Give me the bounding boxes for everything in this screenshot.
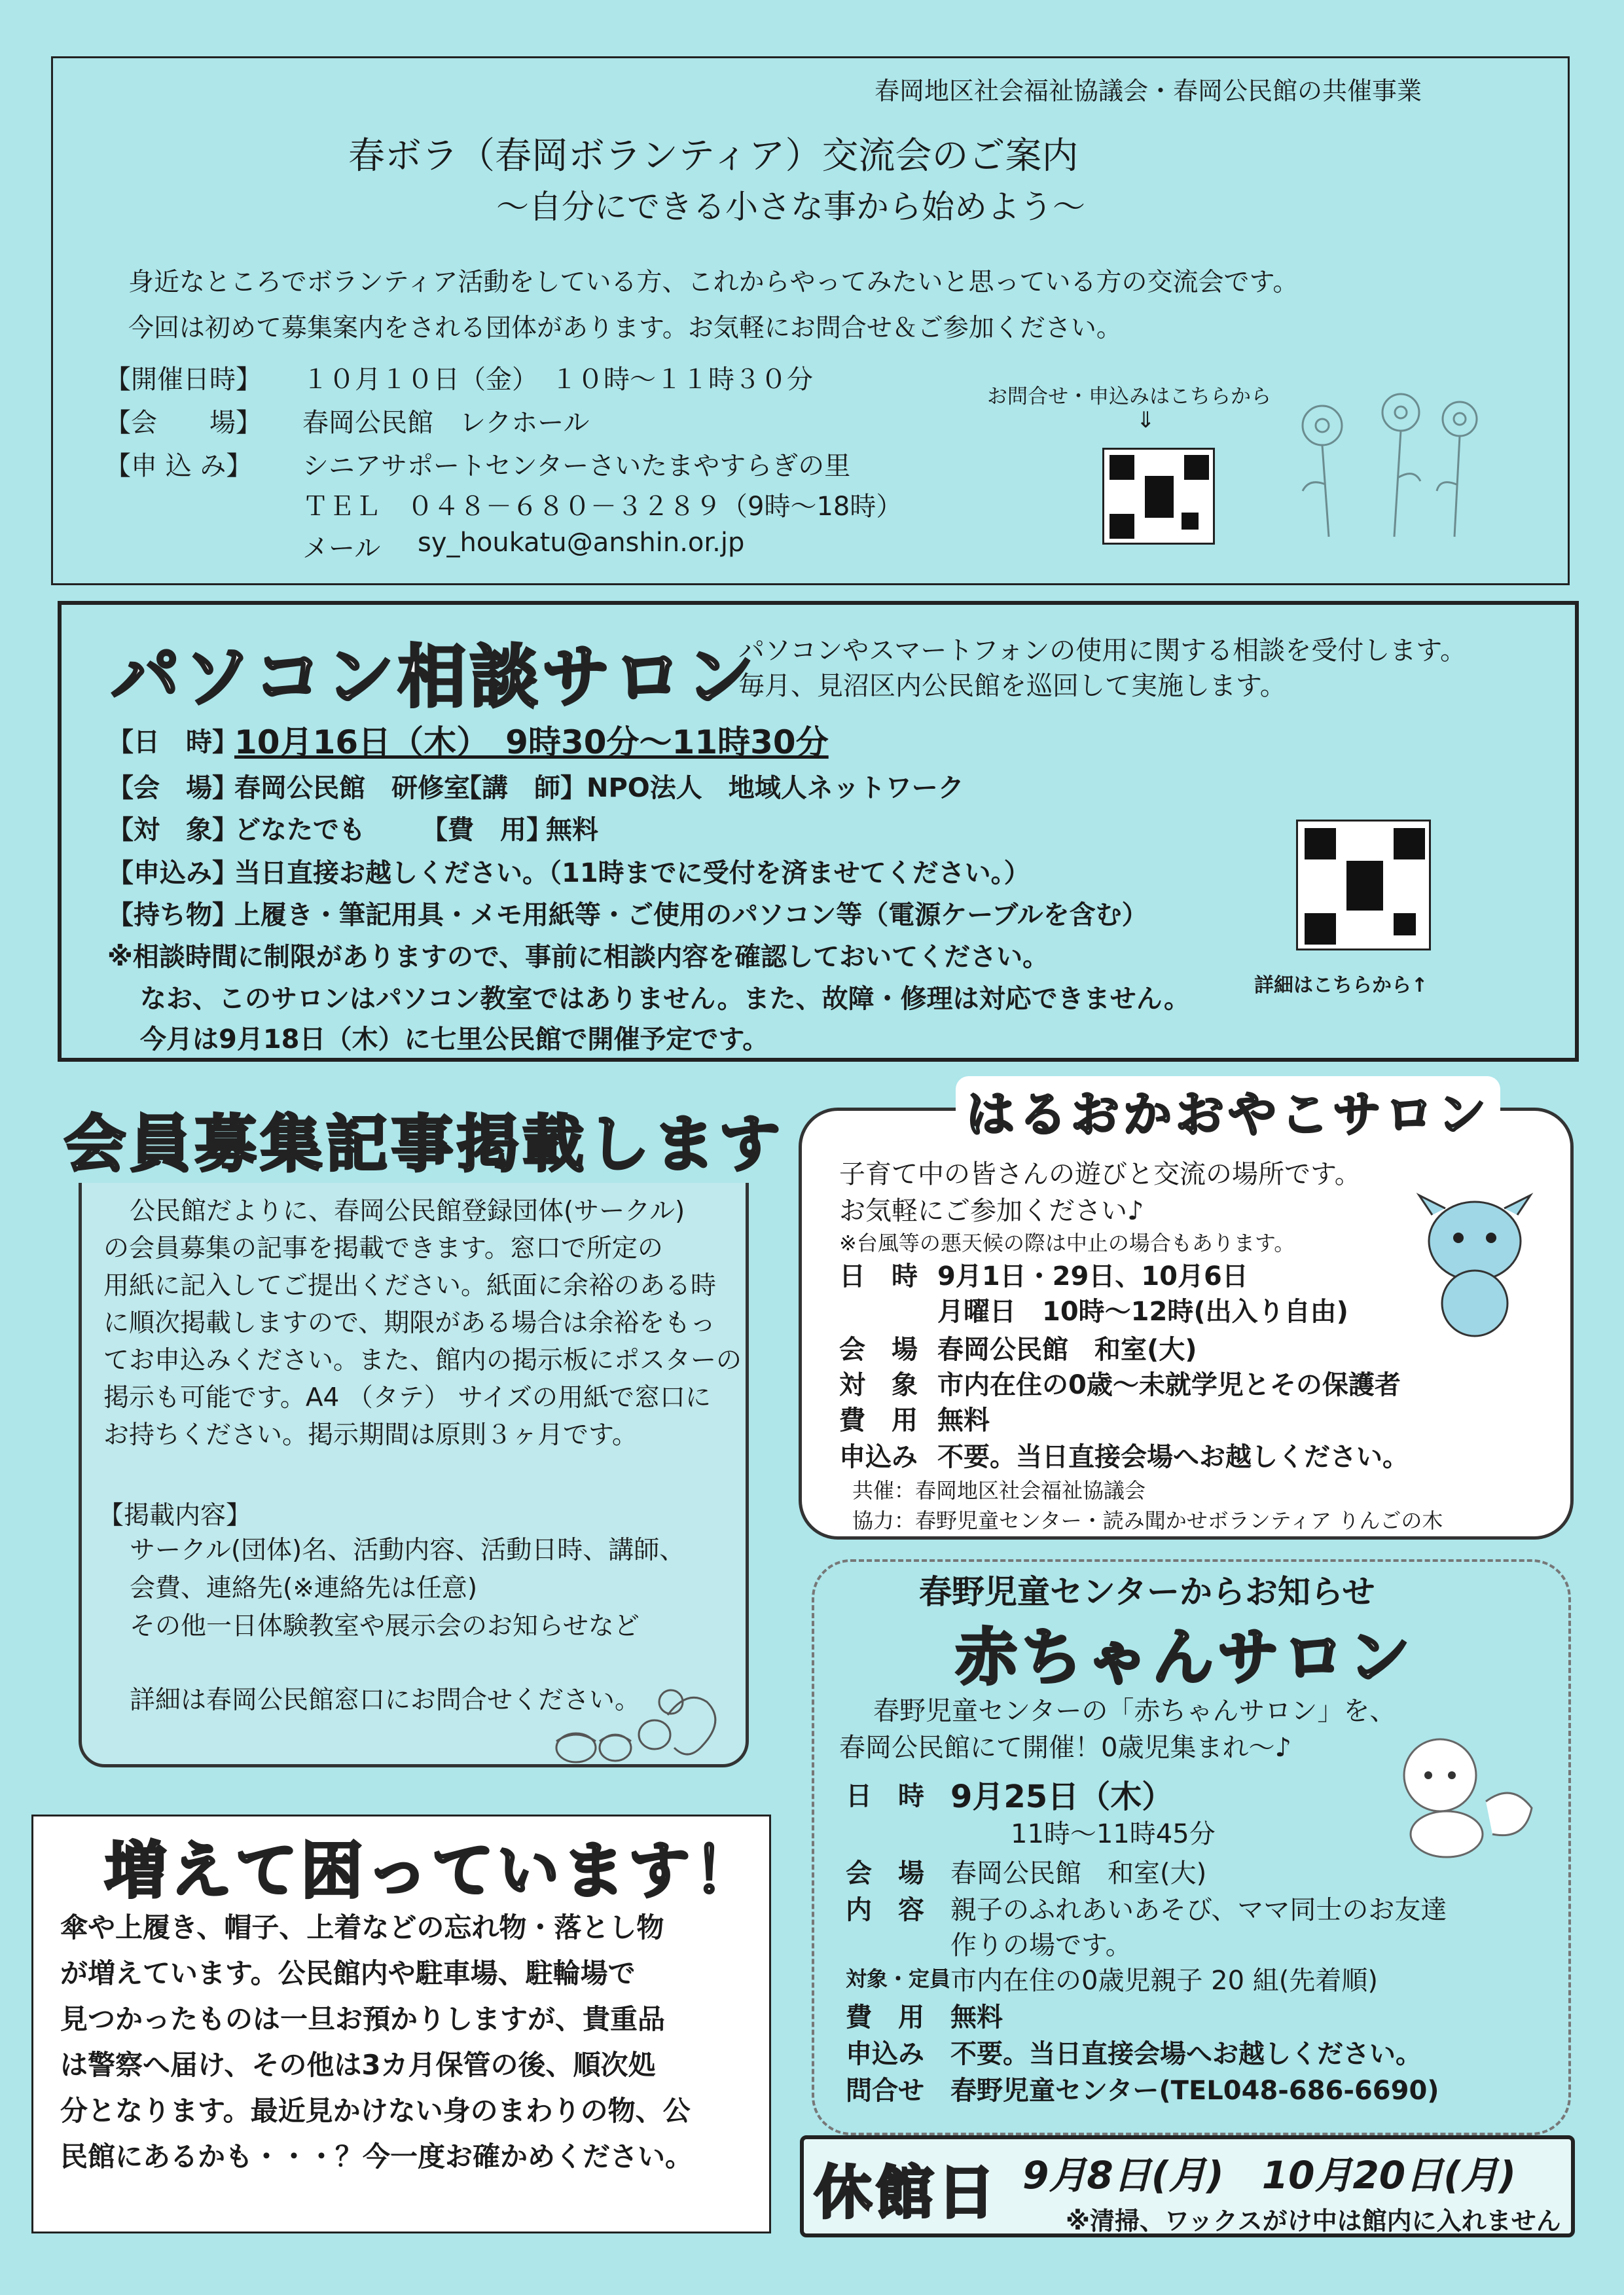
oyako-label-date: 日 時 — [839, 1261, 918, 1292]
pc-target: どなたでも — [234, 815, 365, 845]
baby-date-2: 11時～11時45分 — [1011, 1819, 1216, 1849]
flower-illustration — [1283, 386, 1492, 543]
pc-label-target: 【対 象】 — [107, 815, 238, 845]
baby-label-fee: 費 用 — [846, 2002, 924, 2033]
baby-fee: 無料 — [950, 2002, 1003, 2033]
pc-salon-title: パソコン相談サロン — [111, 637, 758, 717]
recruit-line-1: 公民館だよりに、春岡公民館登録団体(サークル) — [130, 1197, 685, 1226]
recruit-line-7: お持ちください。掲示期間は原則３ヶ月です。 — [103, 1420, 638, 1450]
closed-days-dates: 9月8日(月) 10月20日(月) — [1022, 2153, 1517, 2197]
baby-content-2: 作りの場です。 — [950, 1930, 1132, 1961]
lost-line-2: が増えています。公民館内や駐車場、駐輪場で — [60, 1957, 636, 1989]
pc-label-lecturer: 【講 師】 — [456, 773, 586, 803]
lost-line-3: 見つかったものは一旦お預かりしますが、貴重品 — [60, 2003, 666, 2035]
cohost-line: 春岡地区社会福祉協議会・春岡公民館の共催事業 — [875, 77, 1422, 105]
baby-label-date: 日 時 — [846, 1781, 924, 1811]
pc-label-date: 【日 時】 — [107, 727, 238, 757]
baby-salon-title: 赤ちゃんサロン — [956, 1622, 1415, 1693]
pc-bring: 上履き・筆記用具・メモ用紙等・ご使用のパソコン等（電源ケーブルを含む） — [234, 900, 1148, 930]
apply-tel: ＴＥＬ ０４８－６８０－３２８９（9時～18時） — [302, 492, 903, 522]
lost-items-body — [60, 1905, 693, 2180]
content-line-2: 会費、連絡先(※連絡先は任意) — [130, 1574, 478, 1603]
baby-date-1: 9月25日（木） — [950, 1779, 1174, 1815]
label-date: 【開催日時】 — [105, 365, 262, 395]
content-list — [130, 1532, 685, 1646]
baby-intro-2: 春岡公民館にて開催！0歳児集まれ～♪ — [839, 1733, 1291, 1763]
pc-fee: 無料 — [546, 815, 598, 845]
oyako-intro-1: 子育て中の皆さんの遊びと交流の場所です。 — [839, 1159, 1361, 1189]
baby-contact: 春野児童センター(TEL048-686-6690) — [950, 2076, 1439, 2106]
pc-lecturer: NPO法人 地域人ネットワーク — [586, 773, 964, 803]
member-recruit-body — [103, 1193, 742, 1454]
oyako-label-target: 対 象 — [839, 1370, 918, 1400]
baby-venue: 春岡公民館 和室(大) — [950, 1858, 1207, 1888]
pc-note-3: 今月は9月18日（木）に七里公民館で開催予定です。 — [140, 1024, 769, 1055]
lost-items-title: 増えて困っています！ — [105, 1835, 760, 1907]
recruit-line-4: に順次掲載しますので、期限がある場合は余裕をもっ — [103, 1309, 716, 1338]
oyako-date-2: 月曜日 10時～12時(出入り自由) — [937, 1297, 1348, 1327]
pc-venue: 春岡公民館 研修室 — [234, 773, 470, 803]
baby-label-apply: 申込み — [846, 2039, 924, 2069]
baby-intro-1: 春野児童センターの「赤ちゃんサロン」を、 — [873, 1696, 1396, 1726]
recruit-line-3: 用紙に記入してご提出ください。紙面に余裕のある時 — [103, 1271, 717, 1301]
recruit-line-6: 掲示も可能です。A4 （タテ） サイズの用紙で窓口に — [103, 1383, 712, 1413]
oyako-venue: 春岡公民館 和室(大) — [937, 1335, 1197, 1365]
closed-days-label: 休館日 — [814, 2159, 1000, 2226]
lost-line-4: は警察へ届け、その他は3カ月保管の後、順次処 — [60, 2049, 656, 2081]
pc-qr-caption: 詳細はこちらから↑ — [1254, 974, 1428, 997]
pc-label-bring: 【持ち物】 — [107, 900, 238, 930]
label-venue: 【会 場】 — [105, 408, 262, 438]
baby-label-contact: 問合せ — [846, 2076, 924, 2106]
squirrel-acorn-illustration — [537, 1676, 733, 1774]
recruit-line-5: てお申込みください。また、館内の掲示板にポスターの — [103, 1346, 742, 1375]
baby-label-target: 対象・定員 — [846, 1966, 951, 1991]
qr-caption-1: お問合せ・申込みはこちらから — [987, 385, 1271, 408]
mail-address[interactable]: sy_houkatu@anshin.or.jp — [418, 528, 745, 558]
oyako-apply: 不要。当日直接会場へお越しください。 — [937, 1442, 1409, 1472]
apply-org: シニアサポートセンターさいたまやすらぎの里 — [302, 451, 851, 481]
recruit-footer: 詳細は春岡公民館窓口にお問合せください。 — [130, 1686, 641, 1715]
oyako-date-1: 9月1日・29日、10月6日 — [937, 1261, 1248, 1292]
baby-content-1: 親子のふれあいあそび、ママ同士のお友達 — [950, 1895, 1447, 1925]
haru-bora-desc-2: 今回は初めて募集案内をされる団体があります。お気軽にお問合せ＆ご参加ください。 — [128, 314, 1122, 343]
haru-bora-desc-1: 身近なところでボランティア活動をしている方、これからやってみたいと思っている方の交流会です。 — [128, 268, 1299, 297]
pc-label-venue: 【会 場】 — [107, 773, 238, 803]
down-arrow-icon: ⇓ — [1136, 407, 1155, 433]
baby-illustration — [1388, 1729, 1538, 1860]
member-recruit-title: 会員募集記事掲載します — [58, 1094, 791, 1183]
baby-salon-header: 春野児童センターからお知らせ — [919, 1573, 1375, 1611]
oyako-note: ※台風等の悪天候の際は中止の場合もあります。 — [839, 1231, 1295, 1256]
qr-code-1[interactable] — [1102, 448, 1215, 545]
pc-apply: 当日直接お越しください。（11時までに受付を済ませてください。） — [234, 858, 1030, 888]
oyako-label-fee: 費 用 — [839, 1405, 918, 1436]
pc-label-apply: 【申込み】 — [107, 858, 238, 888]
oyako-coop: 協力：春野児童センター・読み聞かせボランティア りんごの木 — [852, 1508, 1443, 1533]
closed-days-note: ※清掃、ワックスがけ中は館内に入れません — [1066, 2207, 1561, 2235]
content-label: 【掲載内容】 — [98, 1501, 252, 1530]
baby-label-content: 内 容 — [846, 1895, 924, 1925]
oyako-label-venue: 会 場 — [839, 1335, 918, 1365]
recruit-line-2: の会員募集の記事を掲載できます。窓口で所定の — [103, 1234, 663, 1263]
baby-apply: 不要。当日直接会場へお越しください。 — [950, 2039, 1422, 2069]
pc-label-fee: 【費 用】 — [422, 815, 552, 845]
dragon-mascot-illustration — [1406, 1189, 1543, 1346]
haru-bora-subtitle: ～自分にできる小さな事から始めよう～ — [496, 188, 1085, 226]
pc-note-2: なお、このサロンはパソコン教室ではありません。また、故障・修理は対応できません。 — [140, 984, 1190, 1014]
mail-label: メール — [302, 533, 381, 564]
event-venue: 春岡公民館 レクホール — [302, 408, 590, 438]
baby-target: 市内在住の0歳児親子 20 組(先着順) — [950, 1966, 1378, 1996]
lost-line-6: 民館にあるかも・・・？今一度お確かめください。 — [60, 2141, 693, 2173]
qr-code-2[interactable] — [1296, 820, 1431, 950]
oyako-intro-2: お気軽にご参加ください♪ — [839, 1196, 1144, 1226]
oyako-target: 市内在住の0歳～未就学児とその保護者 — [937, 1370, 1401, 1400]
pc-date: 10月16日（木） 9時30分～11時30分 — [234, 723, 829, 761]
oyako-cohost: 共催：春岡地区社会福祉協議会 — [852, 1478, 1146, 1503]
lost-line-1: 傘や上履き、帽子、上着などの忘れ物・落とし物 — [60, 1911, 664, 1943]
lost-line-5: 分となります。最近見かけない身のまわりの物、公 — [60, 2095, 691, 2127]
pc-salon-intro-1: パソコンやスマートフォンの使用に関する相談を受付します。 — [738, 636, 1466, 666]
oyako-label-apply: 申込み — [839, 1442, 918, 1472]
label-apply: 【申 込 み】 — [105, 451, 253, 481]
baby-label-venue: 会 場 — [846, 1858, 924, 1888]
pc-salon-intro-2: 毎月、見沼区内公民館を巡回して実施します。 — [738, 671, 1286, 701]
pc-note-1: ※相談時間に制限がありますので、事前に相談内容を確認しておいてください。 — [107, 942, 1049, 972]
oyako-salon-title: はるおかおやこサロン — [956, 1076, 1500, 1146]
oyako-fee: 無料 — [937, 1405, 990, 1436]
event-date: １０月１０日（金） １０時～１１時３０分 — [302, 365, 813, 395]
content-line-1: サークル(団体)名、活動内容、活動日時、講師、 — [130, 1536, 685, 1565]
haru-bora-title: 春ボラ（春岡ボランティア）交流会のご案内 — [348, 135, 1079, 177]
content-line-3: その他一日体験教室や展示会のお知らせなど — [130, 1612, 640, 1641]
